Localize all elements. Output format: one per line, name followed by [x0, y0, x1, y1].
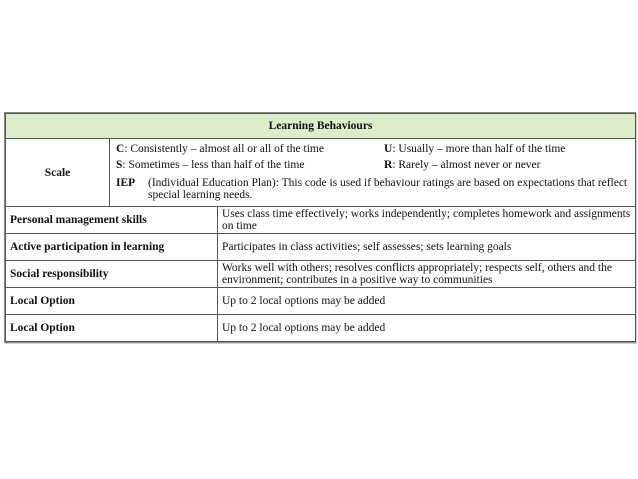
learning-behaviours-table: [4, 112, 636, 343]
row-label: Social responsibility: [6, 261, 218, 288]
iep-description: (Individual Education Plan): This code is used if behaviour ratings are based on expectations that reflect special learning needs.: [148, 177, 628, 201]
row-description: Up to 2 local options may be added: [218, 315, 636, 342]
scale-grid: [116, 143, 631, 171]
table-title: Learning Behaviours: [6, 114, 636, 139]
row-description: Works well with others; resolves conflicts appropriately; respects self, others and the environment; contributes in a positive way to communities: [218, 261, 636, 288]
row-description: Up to 2 local options may be added: [218, 288, 636, 315]
scale-label: Scale: [6, 139, 110, 207]
scale-item-u: U: Usually – more than half of the time: [384, 143, 566, 155]
table-row: [6, 261, 636, 288]
table-row: [6, 288, 636, 315]
table-row: [6, 234, 636, 261]
table-title-row: [6, 114, 636, 139]
table: [5, 113, 636, 342]
scale-item-c: C: Consistently – almost all or all of the time: [116, 143, 324, 155]
scale-row: [6, 139, 636, 207]
row-description: Participates in class activities; self assesses; sets learning goals: [218, 234, 636, 261]
row-label: Local Option: [6, 288, 218, 315]
row-label: Active participation in learning: [6, 234, 218, 261]
scale-item-s: S: Sometimes – less than half of the time: [116, 159, 305, 171]
table-row: [6, 207, 636, 234]
row-description: Uses class time effectively; works independently; completes homework and assignments on time: [218, 207, 636, 234]
row-label: Local Option: [6, 315, 218, 342]
iep-code: IEP: [116, 177, 136, 189]
iep-definition: [116, 177, 631, 201]
table-row: [6, 315, 636, 342]
scale-definitions: [110, 139, 636, 207]
row-label: Personal management skills: [6, 207, 218, 234]
scale-item-r: R: Rarely – almost never or never: [384, 159, 541, 171]
